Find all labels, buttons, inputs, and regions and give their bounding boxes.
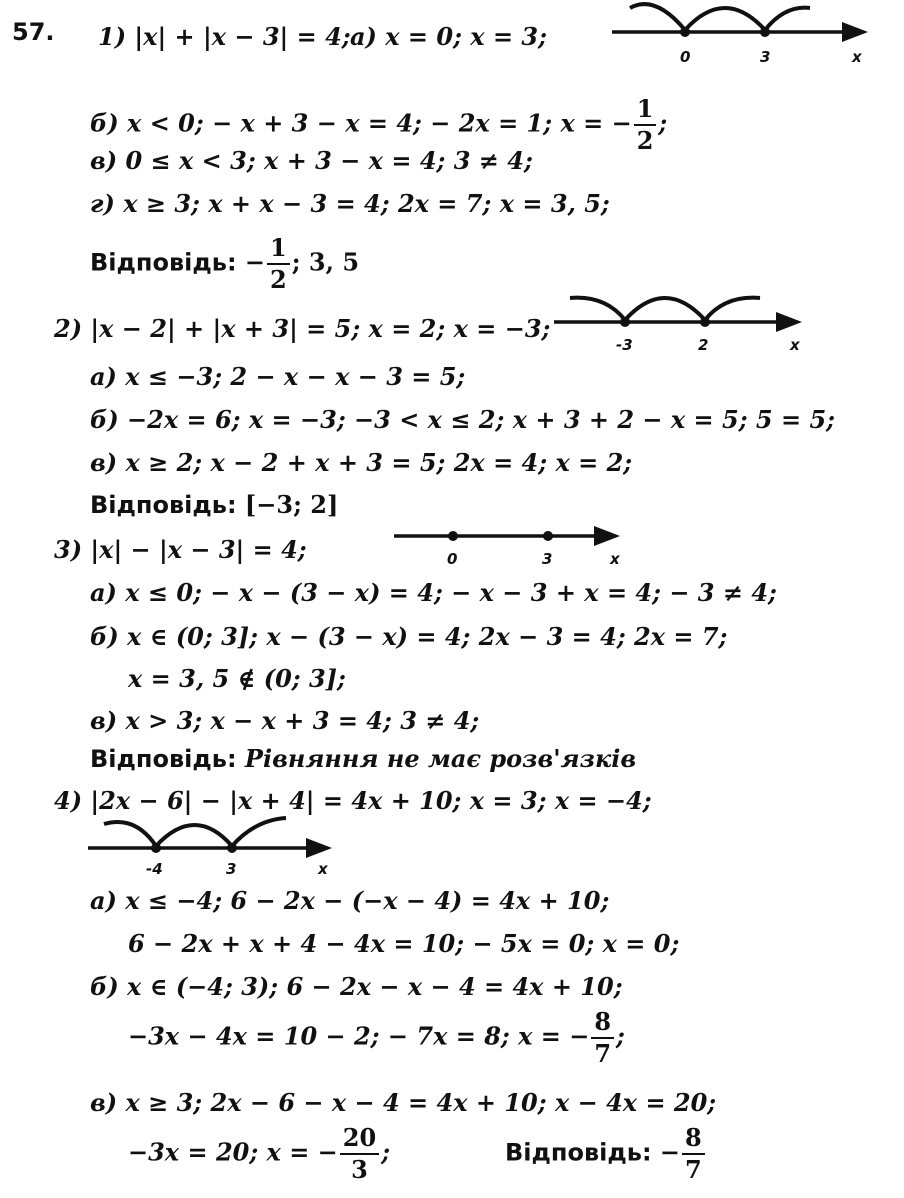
p4-case-c: в) x ≥ 3; 2x − 6 − x − 4 = 4x + 10; x − 4x = 20; (90, 1088, 717, 1117)
p4-number-line (80, 812, 360, 882)
p2-axis-var: x (790, 336, 800, 354)
p2-case-a: а) x ≤ −3; 2 − x − x − 3 = 5; (90, 362, 466, 391)
p4-case-c-cont: −3x = 20; x = − $\frac{20}{3}$ ; (128, 1123, 391, 1184)
p1-axis-var: x (852, 48, 862, 66)
p1-equation: 1) |x| + |x − 3| = 4; (98, 22, 351, 51)
p2-axis-label-neg3: -3 (616, 336, 633, 354)
p1-answer: Відповідь: − $\frac{1}{2}$ ; 3, 5 (90, 233, 360, 294)
p4-case-b: б) x ∈ (−4; 3); 6 − 2x − x − 4 = 4x + 10; (90, 972, 623, 1001)
p4-case-a: а) x ≤ −4; 6 − 2x − (−x − 4) = 4x + 10; (90, 886, 610, 915)
p2-case-c: в) x ≥ 2; x − 2 + x + 3 = 5; 2x = 4; x = 2; (90, 448, 633, 477)
p4-axis-label-neg4: -4 (146, 860, 163, 878)
p2-case-b: б) −2x = 6; x = −3; −3 < x ≤ 2; x + 3 + 2 − x = 5; 5 = 5; (90, 405, 836, 434)
p3-number-line (390, 520, 640, 570)
p1-case-c: г) x ≥ 3; x + x − 3 = 4; 2x = 7; x = 3, 5; (90, 189, 610, 218)
p3-case-b-cont: x = 3, 5 ∉ (0; 3]; (128, 664, 346, 693)
p3-axis-label-3: 3 (542, 550, 553, 568)
p3-axis-var: x (610, 550, 620, 568)
p1-number-line (600, 0, 890, 70)
p1-case-a: б) x < 0; − x + 3 − x = 4; − 2x = 1; x = − $\frac{1}{2}$ ; (90, 94, 668, 155)
p1-axis-label-0: 0 (680, 48, 691, 66)
p2-number-line (550, 290, 820, 360)
problem-number: 57. (12, 18, 55, 46)
p3-case-b: б) x ∈ (0; 3]; x − (3 − x) = 4; 2x − 3 = 4; 2x = 7; (90, 622, 728, 651)
p2-answer: Відповідь: [−3; 2] (90, 490, 339, 519)
p3-axis-label-0: 0 (447, 550, 458, 568)
p2-equation: 2) |x − 2| + |x + 3| = 5; x = 2; x = −3; (54, 314, 551, 343)
p1-roots: а) x = 0; x = 3; (350, 22, 547, 51)
p3-equation: 3) |x| − |x − 3| = 4; (54, 535, 307, 564)
p4-case-b-cont: −3x − 4x = 10 − 2; − 7x = 8; x = − $\frac{8}{7}$ ; (128, 1007, 625, 1068)
p1-axis-label-3: 3 (760, 48, 771, 66)
p3-case-a: а) x ≤ 0; − x − (3 − x) = 4; − x − 3 + x = 4; − 3 ≠ 4; (90, 578, 777, 607)
p4-axis-var: x (318, 860, 328, 878)
p4-case-a-cont: 6 − 2x + x + 4 − 4x = 10; − 5x = 0; x = 0; (128, 929, 680, 958)
p3-case-c: в) x > 3; x − x + 3 = 4; 3 ≠ 4; (90, 706, 480, 735)
p3-answer: Відповідь: Рівняння не має розв'язків (90, 744, 637, 773)
p1-case-b: в) 0 ≤ x < 3; x + 3 − x = 4; 3 ≠ 4; (90, 146, 533, 175)
p2-axis-label-2: 2 (698, 336, 709, 354)
p4-answer: Відповідь: − $\frac{8}{7}$ (505, 1126, 707, 1182)
p4-equation: 4) |2x − 6| − |x + 4| = 4x + 10; x = 3; x = −4; (54, 786, 652, 815)
p4-axis-label-3: 3 (226, 860, 237, 878)
